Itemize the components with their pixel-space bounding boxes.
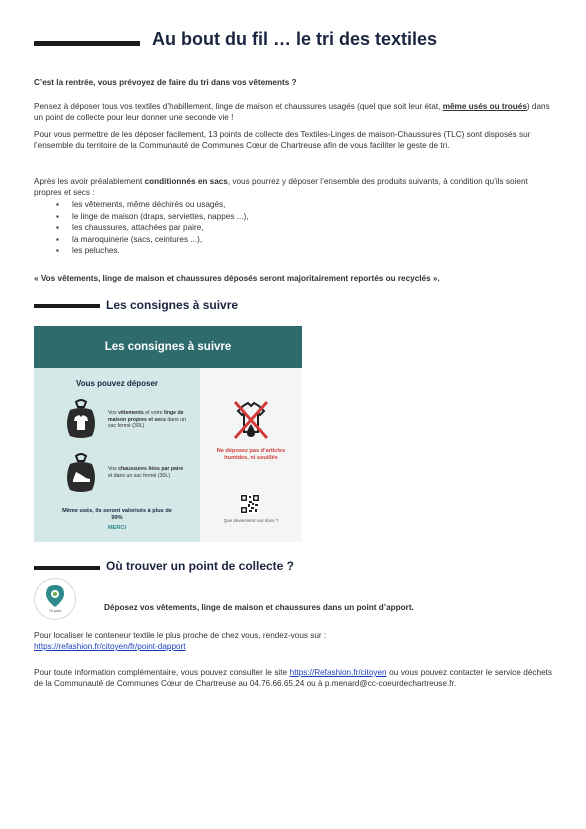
deposit-item-clothes — [108, 410, 186, 430]
intro-paragraph-3 — [34, 176, 552, 198]
qr-caption: Que deviennent vos dons ? — [223, 518, 279, 523]
accepted-items-list — [34, 199, 552, 257]
deposit-item-shoes — [108, 466, 186, 479]
recycling-quote: « Vos vêtements, linge de maison et chaussures déposés seront majoritairement reportés ou recyclés ». — [34, 274, 440, 283]
item2-bold-b: chaussures liées par paire — [118, 466, 184, 472]
valorisation-note: Même usés, ils seront valorisés à plus de 99% — [62, 508, 172, 521]
left-panel-title: Vous pouvez déposer — [75, 379, 159, 388]
warning-text: Ne déposez pas d’articles humides, ni souillés — [216, 448, 286, 461]
intro-paragraph-2: Pour vous permettre de les déposer facilement, 13 points de collecte des Textiles-Linges de maison-Chaussures (TLC) sont disposés sur l’ensemble du territoire de la Communauté de Communes Cœur de Chartreuse afin de vous faciliter le geste de tri. — [34, 130, 531, 150]
section-bar-decoration — [34, 566, 100, 570]
card-header — [34, 326, 302, 368]
list-item: ▪ la maroquinerie (sacs, ceintures ...), — [72, 234, 552, 246]
section-bar-decoration — [34, 304, 100, 308]
qr-code-icon[interactable] — [240, 494, 260, 514]
p1-text-a: Pensez à déposer tous vos textiles d’habillement, linge de maison et chaussures usagés (quel que soit leur état, — [34, 102, 443, 111]
localiser-text: Pour localiser le conteneur textile le plus proche de chez vous, rendez-vous sur : — [34, 631, 327, 640]
collecte-logo — [34, 578, 76, 620]
item1-bold-b: vêtements — [118, 410, 144, 416]
bag-shirt-icon — [64, 398, 98, 440]
refashion-link[interactable]: https://Refashion.fr/citoyen — [289, 668, 387, 677]
p1-text-c: ) dans un point de collecte pour leur donner une seconde vie ! — [34, 102, 550, 122]
intro-paragraph-1 — [34, 101, 552, 123]
card-title: Les consignes à suivre — [104, 341, 232, 353]
page-title: Au bout du fil … le tri des textiles — [152, 29, 438, 49]
consignes-heading: Les consignes à suivre — [106, 298, 239, 312]
card-right-panel — [200, 368, 302, 542]
merci-label: MERCI — [107, 525, 127, 531]
consignes-card — [34, 326, 302, 542]
list-item: ▪ les chaussures, attachées par paire, — [72, 222, 552, 234]
deposit-instruction: Déposez vos vêtements, linge de maison et chaussures dans un point d’apport. — [104, 603, 414, 612]
item1-bold-d: linge de maison propres et secs — [108, 410, 184, 423]
intro-question: C’est la rentrée, vous prévoyez de faire du tri dans vos vêtements ? — [34, 78, 297, 87]
list-item: ▪ le linge de maison (draps, serviettes, nappes ...), — [72, 211, 552, 223]
item1-text-e: dans un sac fermé (30L) — [108, 416, 186, 429]
info-text-b: ou vous pouvez contacter le service déchets de la Communauté de Communes Cœur de Chartreuse au 04.76.66.65.24 ou à p.menard@cc-coeurdechartreuse.fr. — [34, 668, 552, 688]
item1-text-a: Vos — [108, 410, 119, 416]
collecte-heading: Où trouver un point de collecte ? — [106, 559, 295, 573]
list-item: ▪ les peluches. — [72, 245, 552, 257]
logo-caption: Tri point — [48, 609, 62, 613]
info-text-a: Pour toute information complémentaire, vous pouvez consulter le site — [34, 668, 290, 677]
title-bar-decoration — [34, 41, 140, 46]
p3-text-c: , vous pourrez y déposer l’ensemble des produits suivants, à condition qu’ils soient propres et secs : — [34, 177, 528, 197]
p3-emphasis: conditionnés en sacs — [144, 177, 228, 186]
item1-text-c: et votre — [143, 410, 164, 416]
p3-text-a: Après les avoir préalablement — [34, 177, 145, 186]
bag-shoes-icon — [64, 452, 98, 494]
item2-text-c: et dans un sac fermé (30L) — [108, 472, 170, 479]
list-item: ▪ les vêtements, même déchirés ou usagés, — [72, 199, 552, 211]
item2-text-a: Vos — [108, 466, 119, 472]
no-wet-clothes-icon — [231, 398, 271, 442]
card-left-panel — [34, 368, 200, 542]
point-apport-link[interactable]: https://refashion.fr/citoyen/fr/point-dapport — [34, 642, 186, 651]
info-paragraph — [34, 667, 552, 689]
p1-emphasis: même usés ou troués — [442, 102, 527, 111]
location-pin-logo-icon — [45, 584, 65, 608]
